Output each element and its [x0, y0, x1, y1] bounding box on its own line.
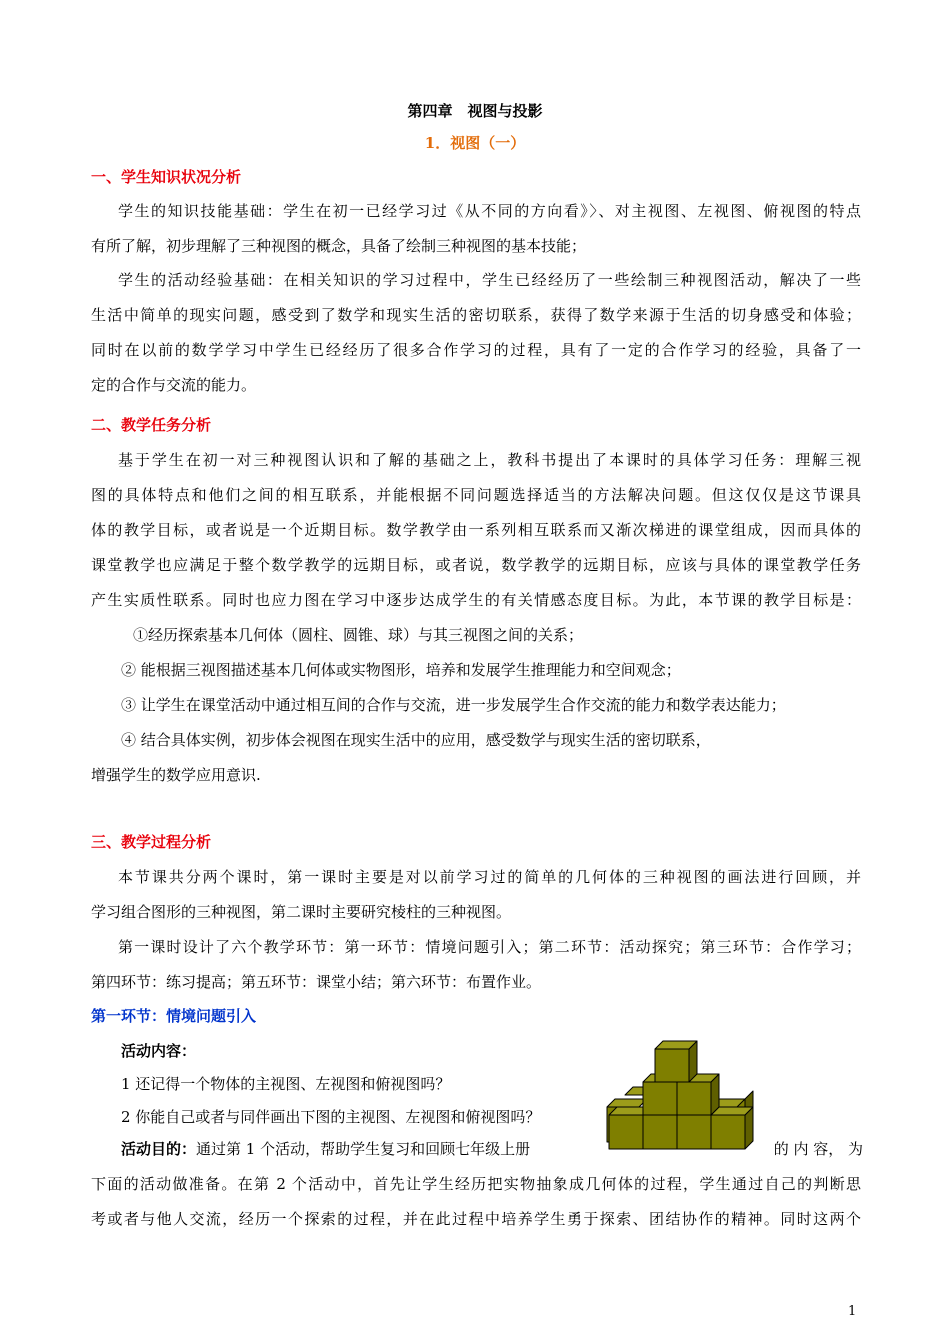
goal-item: ①经历探索基本几何体（圆柱、圆锥、球）与其三视图之间的关系； — [133, 626, 584, 644]
goal-item: ③ 让学生在课堂活动中通过相互间的合作与交流，进一步发展学生合作交流的能力和数学表达能力； — [121, 696, 786, 714]
activity-purpose-continuation: 的 内 容， 为 — [773, 1140, 863, 1158]
section1-line: 生活中简单的现实问题，感受到了数学和现实生活的密切联系，获得了数学来源于生活的切身感受和体验； — [91, 306, 861, 324]
stacked-cubes-figure — [605, 1027, 755, 1152]
page-number: 1 — [848, 1304, 857, 1319]
cube-top-face — [655, 1041, 697, 1049]
section1-line: 有所了解，初步理解了三种视图的概念，具备了绘制三种视图的基本技能； — [91, 237, 587, 255]
step1-heading: 第一环节：情境问题引入 — [91, 1007, 257, 1025]
cube-front-face — [655, 1049, 689, 1082]
section2-line: 课堂教学也应满足于整个数学教学的远期目标，或者说，数学教学的远期目标，应该与具体的课堂教学任务 — [91, 556, 861, 574]
activity-purpose-line — [121, 1139, 601, 1159]
goal-item: ② 能根据三视图描述基本几何体或实物图形，培养和发展学生推理能力和空间观念； — [121, 661, 681, 679]
section1-line: 同时在以前的数学学习中学生已经经历了很多合作学习的过程，具有了一定的合作学习的经验，具备了一 — [91, 341, 861, 359]
section2-line: 基于学生在初一对三种视图认识和了解的基础之上，教科书提出了本课时的具体学习任务：理解三视 — [118, 451, 861, 469]
section2-line: 产生实质性联系。同时也应力图在学习中逐步达成学生的有关情感态度目标。为此，本节课的教学目标是： — [91, 591, 861, 609]
section3-line: 第一课时设计了六个教学环节：第一环节：情境问题引入；第二环节：活动探究；第三环节：合作学习； — [118, 938, 861, 956]
question-1: 1 还记得一个物体的主视图、左视图和俯视图吗？ — [121, 1075, 451, 1093]
goal-item: 增强学生的数学应用意识. — [91, 766, 261, 784]
section3-line: 第四环节：练习提高；第五环节：课堂小结；第六环节：布置作业。 — [91, 973, 542, 991]
section2-line: 体的教学目标，或者说是一个近期目标。数学教学由一系列相互联系而又渐次梯进的课堂组成，因而具体的 — [91, 521, 861, 539]
cube-top-face — [607, 1099, 647, 1107]
step1-line: 考或者与他人交流，经历一个探索的过程，并在此过程中培养学生勇于探索、团结协作的精神。同时这两个 — [91, 1210, 861, 1228]
activity-purpose-label: 活动目的： — [121, 1140, 197, 1158]
cube-front-face — [711, 1115, 745, 1149]
section3-heading: 三、教学过程分析 — [91, 833, 212, 851]
section3-line: 学习组合图形的三种视图，第二课时主要研究棱柱的三种视图。 — [91, 903, 512, 921]
section1-line: 学生的知识技能基础：学生在初一已经学习过《从不同的方向看》〉、对主视图、左视图、俯视图的特点 — [118, 202, 861, 220]
step1-line: 下面的活动做准备。在第 2 个活动中，首先让学生经历把实物抽象成几何体的过程，学生通过自己的判断思 — [91, 1175, 861, 1193]
section1-line: 定的合作与交流的能力。 — [91, 376, 257, 394]
section1-heading: 一、学生知识状况分析 — [91, 168, 242, 186]
question-2: 2 你能自己或者与同伴画出下图的主视图、左视图和俯视图吗？ — [121, 1108, 541, 1126]
cube-front-face — [643, 1082, 677, 1115]
cube-front-face — [609, 1115, 643, 1149]
lesson-title: 1．视图（一） — [424, 134, 526, 152]
cube-front-face — [643, 1115, 677, 1149]
section2-heading: 二、教学任务分析 — [91, 416, 212, 434]
section2-line: 图的具体特点和他们之间的相互联系，并能根据不同问题选择适当的方法解决问题。但这仅仅是这节课具 — [91, 486, 861, 504]
section3-line: 本节课共分两个课时，第一课时主要是对以前学习过的简单的几何体的三种视图的画法进行回顾，并 — [118, 868, 861, 886]
chapter-title: 第四章 视图与投影 — [407, 102, 543, 120]
activity-purpose-text: 通过第 1 个活动，帮助学生复习和回顾七年级上册 — [196, 1140, 531, 1158]
goal-item: ④ 结合具体实例，初步体会视图在现实生活中的应用，感受数学与现实生活的密切联系， — [121, 731, 711, 749]
cube-front-face — [677, 1082, 711, 1115]
activity-content-label: 活动内容： — [121, 1042, 197, 1060]
cube-front-face — [677, 1115, 711, 1149]
section1-line: 学生的活动经验基础：在相关知识的学习过程中，学生已经经历了一些绘制三种视图活动，解决了一些 — [118, 271, 861, 289]
